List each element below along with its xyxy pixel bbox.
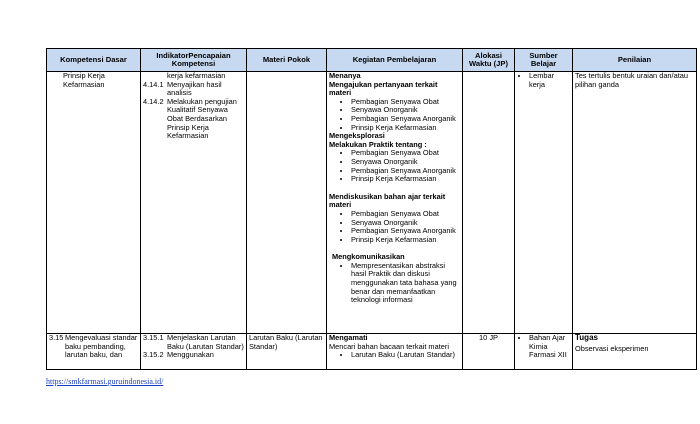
penilaian-title: Tugas (575, 333, 598, 342)
list-item: • Prinsip Kerja Kefarmasian (351, 175, 460, 184)
kd-text: Mengevaluasi standar baku pembanding, larutan baku, dan (65, 333, 138, 360)
list-item: • Pembagian Senyawa Obat (351, 98, 460, 107)
indicator-item: 4.14.1 Menyajikan hasil analisis (143, 79, 222, 98)
header-sumber: Sumber Belajar (515, 49, 573, 72)
table-row (47, 72, 697, 334)
komunikasi-title: Mengkomunikasikan (332, 252, 405, 262)
kd-cell (47, 334, 141, 370)
sumber-cell (515, 334, 573, 370)
eksplorasi-title: Mengeksplorasi (329, 131, 385, 141)
list-item: • Lembar kerja (529, 72, 570, 89)
footer-link[interactable]: https://smkfarmasi.guruindonesia.id/ (46, 377, 164, 386)
kegiatan-cell (327, 334, 463, 370)
indicator-item: 4.14.2 Melakukan pengujian Kualitatif Senyawa Obat Berdasarkan Prinsip Kerja Kefarmasian (143, 96, 237, 141)
list-item: • Pembagian Senyawa Obat (351, 149, 460, 158)
diskusi-title: Mendiskusikan bahan ajar terkait materi (329, 191, 446, 210)
list-item: • Prinsip Kerja Kefarmasian (351, 236, 460, 245)
header-materi-pokok: Materi Pokok (247, 49, 327, 72)
mengamati-list (329, 351, 460, 360)
table-header-row (47, 49, 697, 72)
menanya-list (329, 98, 460, 132)
indicator-cell (141, 334, 247, 370)
list-item: • Bahan Ajar Kimia Farmasi XII (529, 334, 570, 360)
materi-cell: Larutan Baku (Larutan Standar) (247, 334, 327, 370)
list-item: • Senyawa Onorganik (351, 158, 460, 167)
lesson-plan-table (46, 48, 697, 370)
sumber-list (517, 334, 570, 360)
menanya-title: Menanya (329, 71, 361, 80)
penilaian-text: Observasi eksperimen (575, 343, 649, 353)
header-kompetensi-dasar: Kompetensi Dasar (47, 49, 141, 72)
indicator-cell (141, 72, 247, 334)
sumber-cell (515, 72, 573, 334)
header-kegiatan: Kegiatan Pembelajaran (327, 49, 463, 72)
kd-cell (47, 72, 141, 334)
indicator-item: kerja kefarmasian (167, 71, 226, 80)
penilaian-cell (573, 334, 697, 370)
menanya-subtitle: Mengajukan pertanyaan terkait materi (329, 79, 438, 98)
list-item: • Mempresentasikan abstraksi hasil Praktik dan diskusi menggunakan tata bahasa yang benar dan memanfaatkan teknologi informasi (351, 262, 460, 305)
alokasi-cell (463, 72, 515, 334)
list-item: • Pembagian Senyawa Anorganik (351, 115, 460, 124)
list-item: • Senyawa Onorganik (351, 106, 460, 115)
header-alokasi: Alokasi Waktu (JP) (463, 49, 515, 72)
materi-cell (247, 72, 327, 334)
list-item: • Pembagian Senyawa Obat (351, 210, 460, 219)
list-item: • Pembagian Senyawa Anorganik (351, 167, 460, 176)
kegiatan-cell (327, 72, 463, 334)
penilaian-text: Tes tertulis bentuk uraian dan/atau pilihan ganda (575, 71, 688, 89)
list-item: • Prinsip Kerja Kefarmasian (351, 124, 460, 133)
sumber-list (517, 72, 570, 89)
mengamati-subtitle: Mencari bahan bacaan terkait materi (329, 341, 449, 351)
list-item: • Larutan Baku (Larutan Standar) (351, 351, 460, 360)
header-penilaian: Penilaian (573, 49, 697, 72)
list-item: • Pembagian Senyawa Anorganik (351, 227, 460, 236)
penilaian-cell (573, 72, 697, 334)
mengamati-title: Mengamati (329, 333, 368, 342)
diskusi-list (329, 210, 460, 244)
eksplorasi-subtitle: Melakukan Praktik tentang : (329, 139, 427, 149)
header-indikator: IndikatorPencapaian Kompetensi (141, 49, 247, 72)
kd-number: 3.15 (49, 333, 64, 342)
indicator-item: 3.15.2 Menggunakan (143, 350, 214, 360)
table-row (47, 334, 697, 370)
list-item: • Senyawa Onorganik (351, 219, 460, 228)
eksplorasi-list (329, 149, 460, 183)
indicator-item: 3.15.1 Menjelaskan Larutan Baku (Larutan Standar) (143, 333, 244, 351)
alokasi-cell: 10 JP (463, 334, 515, 370)
komunikasi-list (329, 262, 460, 305)
kd-text: Prinsip Kerja Kefarmasian (63, 71, 105, 89)
